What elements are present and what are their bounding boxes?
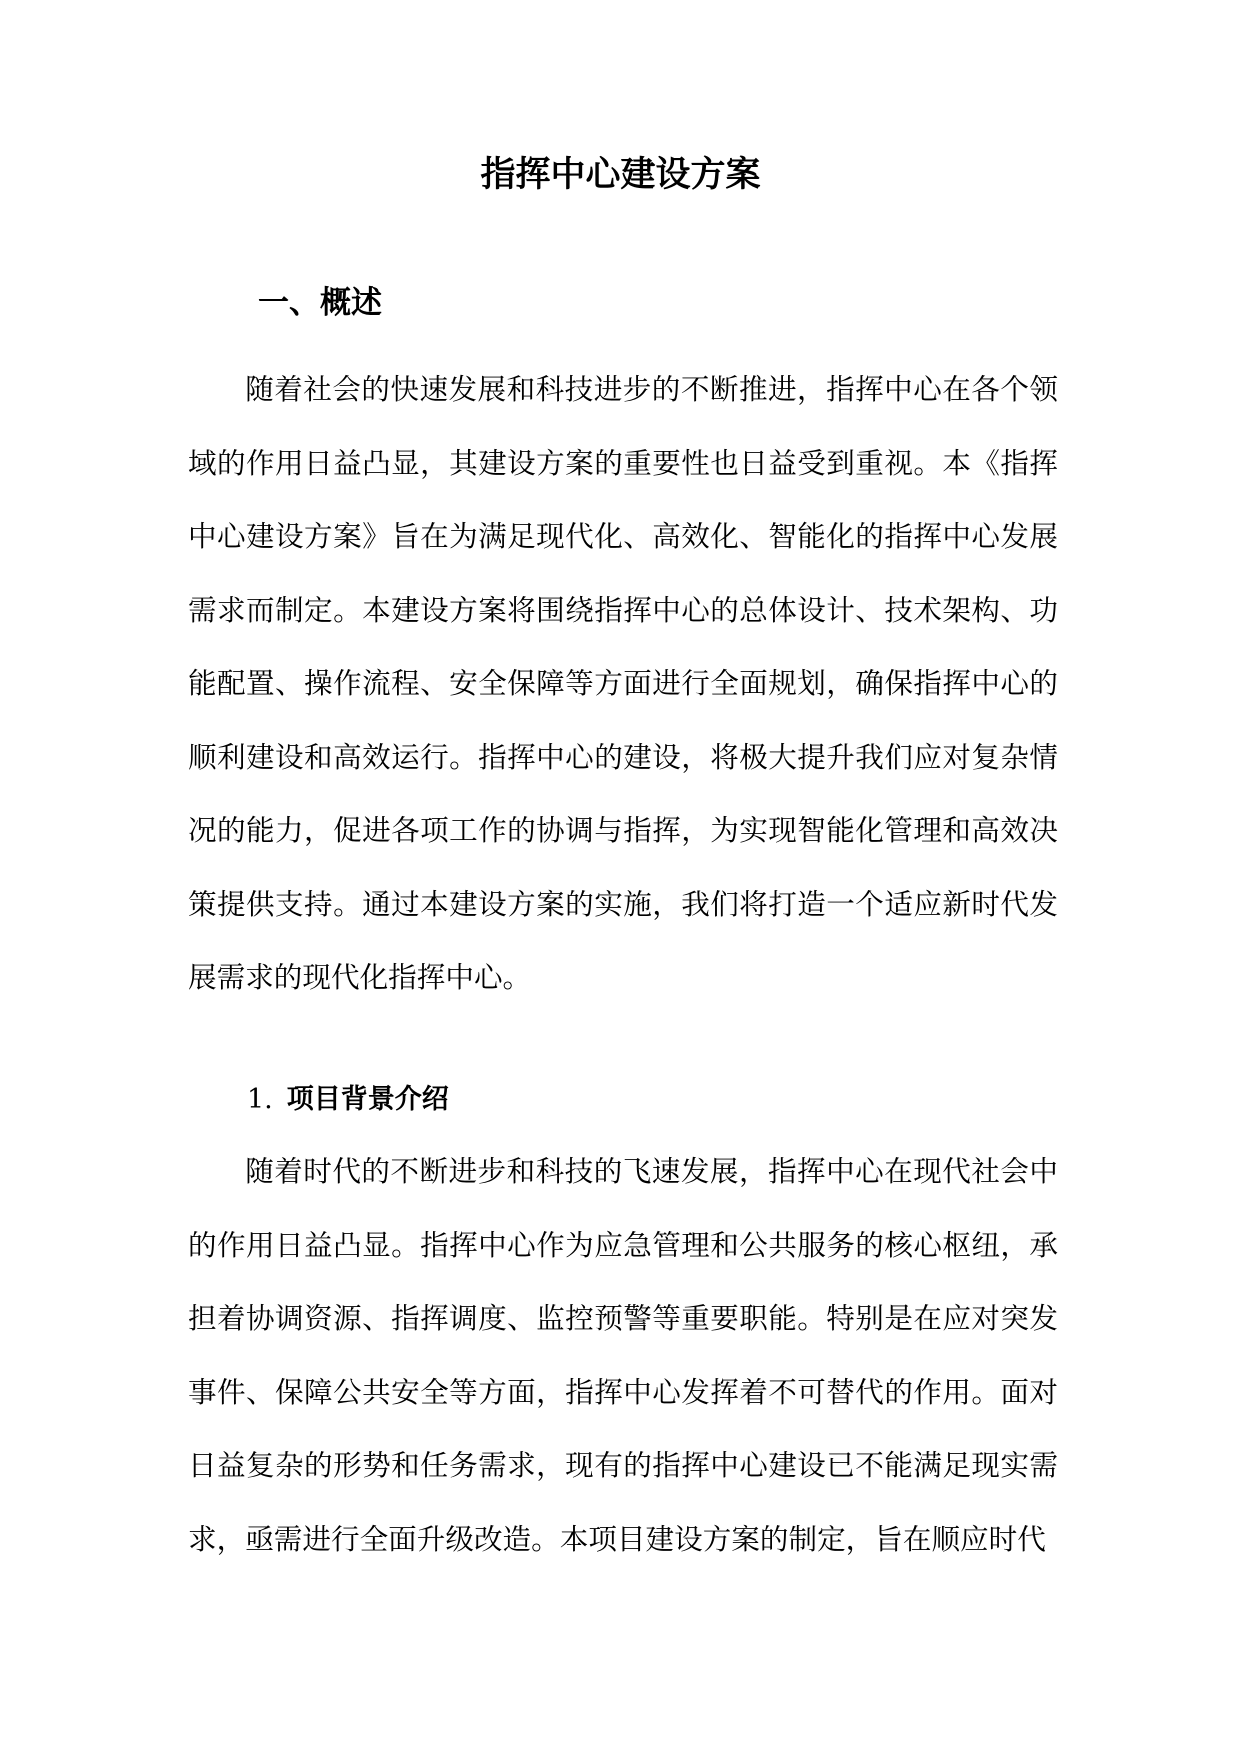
document-title: 指挥中心建设方案: [480, 154, 761, 195]
section-heading-overview: 一、概述: [258, 285, 382, 321]
overview-paragraph: 随着社会的快速发展和科技进步的不断推进，指挥中心在各个领域的作用日益凸显，其建设方案的重要性也日益受到重视。本《指挥中心建设方案》旨在为满足现代化、高效化、智能化的指挥中心发展需求而制定。本建设方案将围绕指挥中心的总体设计、技术架构、功能配置、操作流程、安全保障等方面进行全面规划，确保指挥中心的顺利建设和高效运行。指挥中心的建设，将极大提升我们应对复杂情况的能力，促进各项工作的协调与指挥，为实现智能化管理和高效决策提供支持。通过本建设方案的实施，我们将打造一个适应新时代发展需求的现代化指挥中心。: [188, 372, 1058, 994]
subsection-number: 1.: [247, 1084, 273, 1115]
subsection-heading-text: 项目背景介绍: [286, 1084, 449, 1115]
project-background-paragraph: 随着时代的不断进步和科技的飞速发展，指挥中心在现代社会中的作用日益凸显。指挥中心作为应急管理和公共服务的核心枢纽，承担着协调资源、指挥调度、监控预警等重要职能。特别是在应对突发事件、保障公共安全等方面，指挥中心发挥着不可替代的作用。面对日益复杂的形势和任务需求，现有的指挥中心建设已不能满足现实需求，亟需进行全面升级改造。本项目建设方案的制定，旨在顺应时代: [188, 1154, 1058, 1556]
subsection-heading-project-background: [247, 1080, 449, 1120]
